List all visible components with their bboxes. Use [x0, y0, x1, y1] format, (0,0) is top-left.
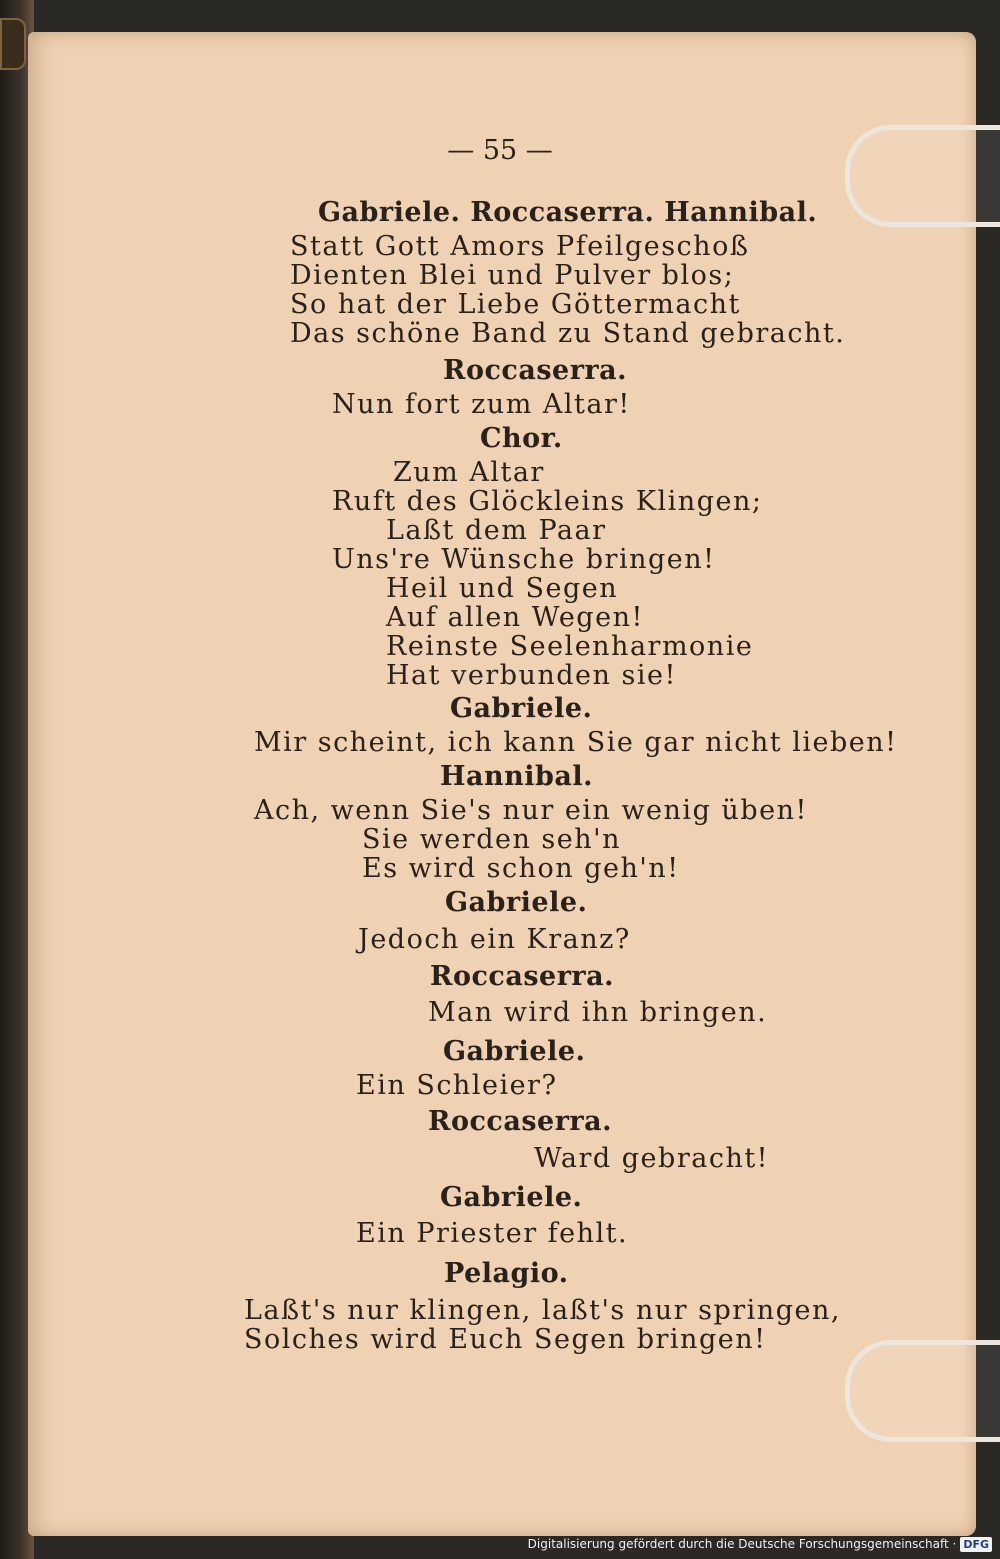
credit-text: Digitalisierung gefördert durch die Deutsche Forschungsgemeinschaft · — [527, 1537, 957, 1551]
verse-line: Uns're Wünsche bringen! — [332, 544, 716, 575]
speaker-heading: Gabriele. — [450, 693, 593, 724]
verse-line: Ein Schleier? — [356, 1070, 558, 1101]
verse-line: Statt Gott Amors Pfeilgeschoß — [290, 231, 750, 262]
verse-line: Ward gebracht! — [534, 1143, 770, 1174]
page-number: — 55 — — [447, 135, 553, 166]
verse-line: Dienten Blei und Pulver blos; — [290, 260, 735, 291]
speaker-heading: Hannibal. — [440, 761, 594, 792]
speaker-heading: Roccaserra. — [430, 961, 615, 992]
verse-line: Reinste Seelenharmonie — [386, 631, 754, 662]
verse-line: Laßt's nur klingen, laßt's nur springen, — [244, 1295, 841, 1326]
speaker-heading: Roccaserra. — [428, 1106, 613, 1137]
binding-clasp — [0, 18, 26, 70]
verse-line: Mir scheint, ich kann Sie gar nicht lieben! — [254, 727, 898, 758]
page-clip-bottom — [845, 1340, 1000, 1442]
verse-line: So hat der Liebe Göttermacht — [290, 289, 741, 320]
speaker-heading: Gabriele. Roccaserra. Hannibal. — [318, 197, 818, 228]
digitization-credit — [528, 1535, 992, 1553]
verse-line: Zum Altar — [393, 457, 545, 488]
speaker-heading: Gabriele. — [445, 887, 588, 918]
verse-line: Nun fort zum Altar! — [332, 389, 631, 420]
verse-line: Ruft des Glöckleins Klingen; — [332, 486, 763, 517]
speaker-heading: Roccaserra. — [443, 355, 628, 386]
verse-line: Man wird ihn bringen. — [428, 997, 768, 1028]
verse-line: Laßt dem Paar — [386, 515, 607, 546]
speaker-heading: Pelagio. — [444, 1258, 569, 1289]
verse-line: Hat verbunden sie! — [386, 660, 677, 691]
verse-line: Das schöne Band zu Stand gebracht. — [290, 318, 846, 349]
verse-line: Es wird schon geh'n! — [362, 853, 680, 884]
verse-line: Heil und Segen — [386, 573, 619, 604]
speaker-heading: Chor. — [480, 423, 563, 454]
speaker-heading: Gabriele. — [440, 1182, 583, 1213]
verse-line: Solches wird Euch Segen bringen! — [244, 1324, 767, 1355]
verse-line: Auf allen Wegen! — [386, 602, 644, 633]
verse-line: Ein Priester fehlt. — [356, 1218, 629, 1249]
speaker-heading: Gabriele. — [443, 1036, 586, 1067]
verse-line: Jedoch ein Kranz? — [358, 924, 631, 955]
dfg-logo-icon: DFG — [960, 1537, 992, 1552]
verse-line: Sie werden seh'n — [362, 824, 621, 855]
verse-line: Ach, wenn Sie's nur ein wenig üben! — [254, 795, 808, 826]
